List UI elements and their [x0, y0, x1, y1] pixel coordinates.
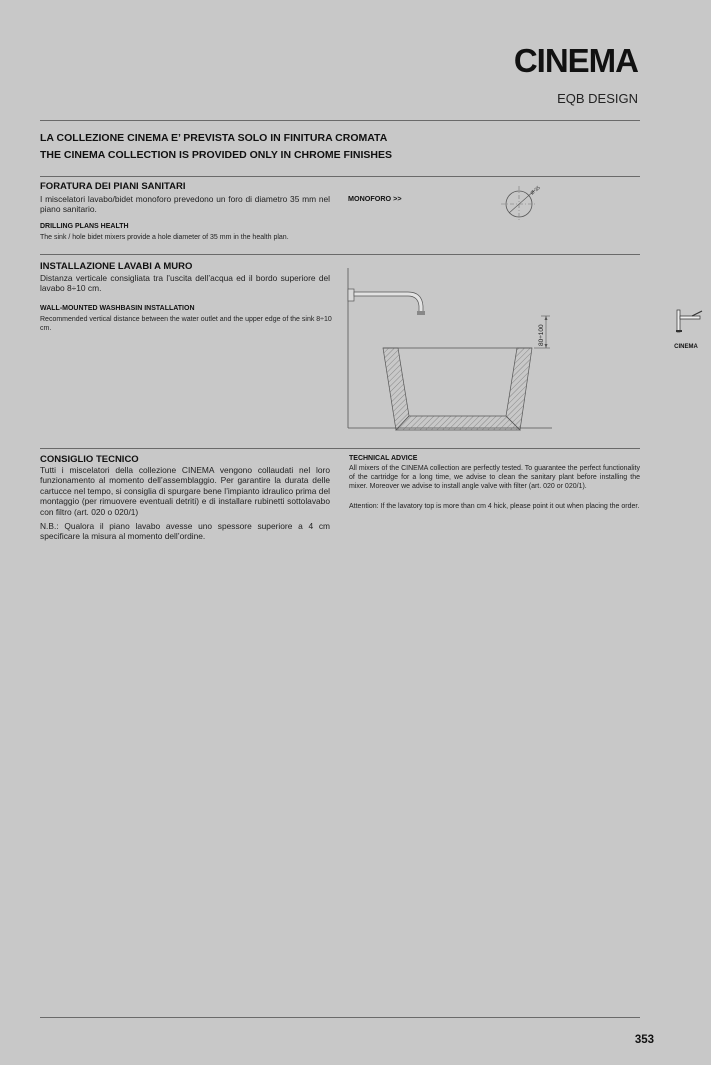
wall-body-en: Recommended vertical distance between the water outlet and the upper edge of the sink 8÷10 cm. — [40, 316, 332, 332]
dimension-label: 80÷100 — [538, 324, 545, 346]
faucet-icon — [672, 308, 704, 334]
intro-italian: LA COLLEZIONE CINEMA E’ PREVISTA SOLO IN FINITURA CROMATA — [40, 132, 388, 144]
advice-body-en-2: Attention: If the lavatory top is more than cm 4 hick, please point it out when placing the order. — [349, 503, 640, 510]
drilling-body-en: The sink / hole bidet mixers provide a hole diameter of 35 mm in the health plan. — [40, 234, 289, 241]
advice-body-en-1: All mixers of the CINEMA collection are perfectly tested. To guarantee the perfect functionality of the cartridge for a long time, we advise to clean the sanitary plant before installing the mixer. Moreover we advise to install angle valve with filter (art. 020 or 020/1). — [349, 465, 640, 490]
washbasin-diagram — [346, 266, 556, 432]
monoforo-link[interactable]: MONOFORO >> — [348, 194, 402, 203]
section-divider — [40, 254, 640, 255]
spout — [354, 292, 423, 312]
basin-wall-left — [383, 348, 409, 430]
advice-body-it-2: N.B.: Qualora il piano lavabo avesse uno spessore superiore a 4 cm specificare la misura al momento dell’ordine. — [40, 521, 330, 542]
dimension-arrow-top — [545, 316, 548, 320]
drilling-heading-it: FORATURA DEI PIANI SANITARI — [40, 181, 186, 192]
hole-diameter-label: Ø 35 — [529, 185, 542, 197]
basin-wall-right — [506, 348, 532, 430]
header-divider — [40, 120, 640, 121]
drilling-body-it: I miscelatori lavabo/bidet monoforo prevedono un foro di diametro 35 mm nel piano sanitario. — [40, 194, 330, 215]
wall-body-it: Distanza verticale consigliata tra l’uscita dell’acqua ed il bordo superiore del lavabo 8÷10 cm. — [40, 273, 330, 294]
basin-bottom — [396, 416, 520, 430]
aerator — [417, 311, 425, 315]
wall-heading-en: WALL-MOUNTED WASHBASIN INSTALLATION — [40, 305, 195, 312]
footer-divider — [40, 1017, 640, 1018]
hole-diagram — [495, 182, 551, 226]
advice-heading-en: TECHNICAL ADVICE — [349, 455, 418, 462]
section-divider — [40, 176, 640, 177]
wall-plate — [348, 289, 354, 301]
page-number: 353 — [634, 1034, 654, 1046]
wall-heading-it: INSTALLAZIONE LAVABI A MURO — [40, 261, 193, 272]
page-subtitle: EQB DESIGN — [557, 91, 638, 106]
advice-heading-it: CONSIGLIO TECNICO — [40, 454, 139, 465]
advice-body-it-1: Tutti i miscelatori della collezione CINEMA vengono collaudati nel loro funzionamento al momento dell’assemblaggio. Per garantire la durata delle cartucce nel tempo, si consiglia di spurgare bene l’impianto idraulico prima del montaggio (per rimuovere eventuali detriti) e di installare rubinetti sottolavabo con filtro (art. 020 o 020/1) — [40, 465, 330, 517]
page-title: CINEMA — [513, 42, 638, 79]
drilling-heading-en: DRILLING PLANS HEALTH — [40, 223, 129, 230]
intro-english: THE CINEMA COLLECTION IS PROVIDED ONLY IN CHROME FINISHES — [40, 149, 392, 161]
section-divider — [40, 448, 640, 449]
side-tab-label: CINEMA — [674, 344, 698, 350]
